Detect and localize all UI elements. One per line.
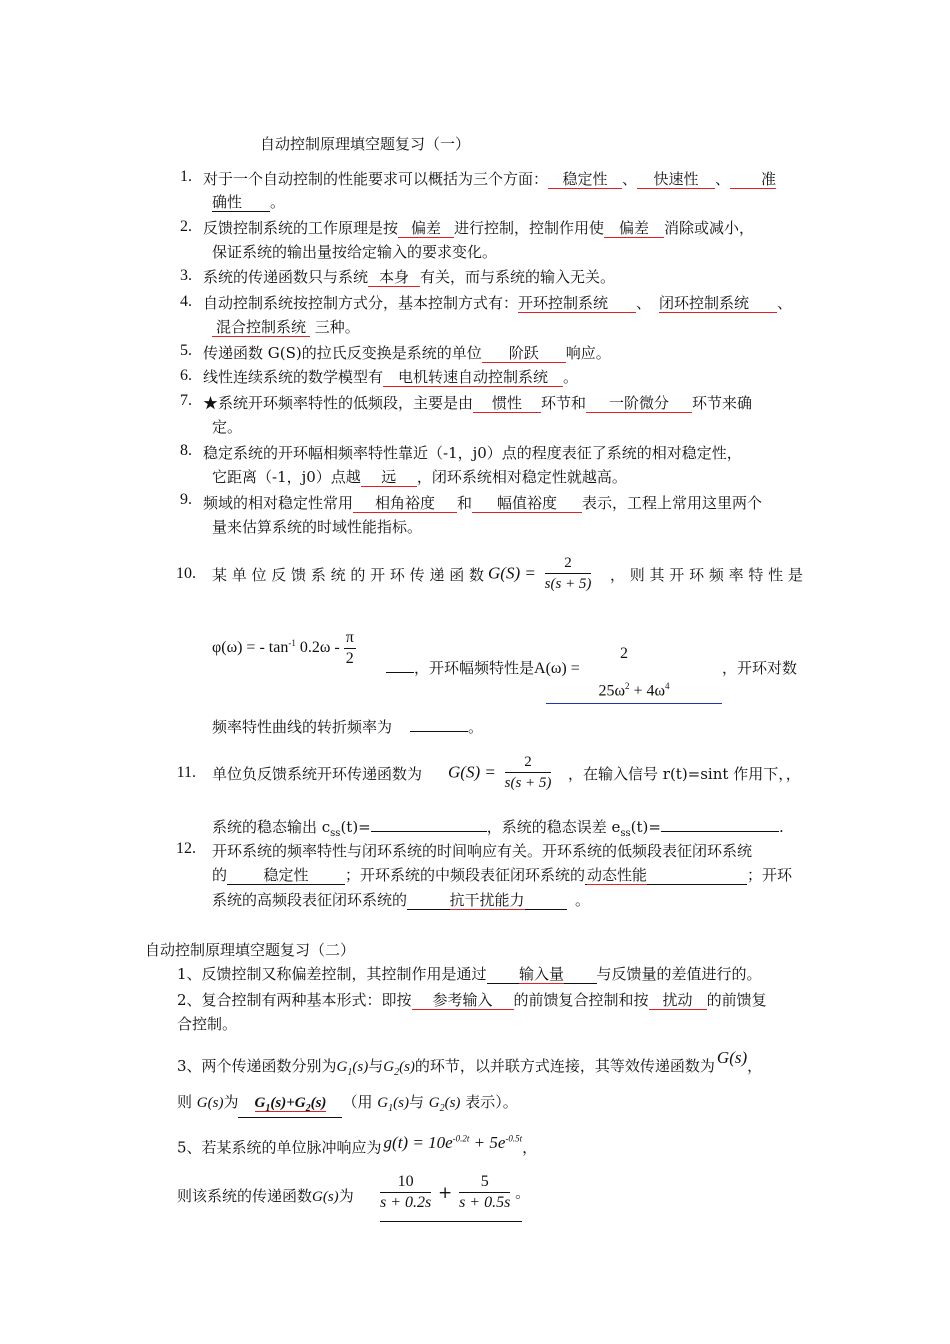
question-11-line-2 [212,817,784,844]
formula-part: φ(ω) = - tan [212,639,289,657]
question-text: 与 [368,1057,384,1075]
answer-part: (s)+G [270,1095,306,1111]
question-text: 系统的高频段表征闭环系统的 [212,891,408,909]
answer-text: 抗干扰能力 [449,891,525,909]
question-text: 3、两个传递函数分别为 [177,1057,337,1075]
question-number: 1. [180,168,192,185]
question-1-line-1 [203,169,776,189]
question-text: 系统的稳态输出 c [212,818,331,836]
denominator [546,676,722,701]
question-text: 消除或减小， [664,219,755,237]
answer-blank: 闭环控制系统 [659,295,777,313]
question-text: 为 [338,1187,354,1205]
question-10-line-3 [212,717,483,737]
subscript: 2 [305,1103,311,1114]
answer-text [255,1095,327,1112]
denominator: s(s + 5) [504,775,552,791]
question-text: 5、若某系统的单位脉冲响应为 [177,1138,382,1157]
denominator: s + 0.2s [380,1194,432,1211]
question-text: (t)= [630,818,661,836]
question-text: 与 [408,1093,424,1111]
answer-blank [407,892,567,910]
answer-blank [585,867,747,885]
answer-blank: 阶跃 [482,345,566,363]
question-text: 频域的相对稳定性常用 [203,494,354,512]
question-5 [203,343,611,363]
denominator: 2 [345,650,354,667]
plus-sign: + [438,1182,453,1203]
formula: G [428,1095,440,1111]
question-text: (t)= [340,818,371,836]
question-10-text-4: ，开环对数 [722,659,798,677]
punctuation: ， [747,1057,763,1075]
formula: G(s) [312,1189,339,1205]
question-text: ；开环系统的中频段表征闭环系统的 [345,866,586,884]
question-text: 与反馈量的差值进行的。 [596,965,762,983]
subscript: 1 [265,1103,271,1114]
question-text: 频率特性曲线的转折频率为 [212,718,393,736]
question-text: 表示）。 [465,1093,518,1111]
formula: (s) [399,1059,415,1075]
subscript: 1 [388,1103,394,1114]
answer-blank [410,731,468,732]
fraction [505,752,552,793]
answer-text: 输入量 [519,965,565,983]
formula: G [336,1059,348,1075]
question-text: 环节来确 [692,394,753,412]
formula: G(s) [196,1095,224,1111]
question-text: 对于一个自动控制的性能要求可以概括为三个方面： [203,170,549,188]
answer-blank: 偏差 [604,220,664,238]
subscript: ss [330,828,341,839]
question-text: 2、复合控制有两种基本形式：即按 [177,991,412,1009]
fraction [459,1172,510,1213]
part2-question-5-line-2 [177,1186,354,1207]
question-number: 9. [180,491,192,508]
question-text: ★系统开环频率特性的低频段，主要是由 [203,394,474,412]
fraction [545,553,592,594]
answer-blank [238,1095,342,1118]
punctuation: 。 [563,368,579,386]
question-12-line-1: 开环系统的频率特性与闭环系统的时间响应有关。开环系统的低频段表征闭环系统 [212,842,753,860]
formula-lhs: A(ω) = [534,660,580,677]
section-title-2: 自动控制原理填空题复习（二） [145,941,356,959]
punctuation: ， [522,1138,538,1157]
superscript: -1 [288,637,296,648]
question-text: ，闭环系统相对稳定性就越高。 [416,468,627,486]
answer-part: G [254,1095,266,1111]
denominator: s(s + 5) [544,576,592,592]
subscript: ss [620,828,631,839]
question-text: 为 [223,1093,239,1111]
part2-question-3-line-1 [177,1048,763,1083]
separator: 、 [777,294,793,312]
separator: 、 [636,294,652,312]
answer-blank: 一阶微分 [586,395,692,413]
phase-formula [212,628,356,669]
superscript: 2 [624,681,630,691]
question-number: 6. [180,367,192,384]
question-text: 反馈控制系统的工作原理是按 [203,219,399,237]
question-6 [203,367,578,387]
blue-underline [546,703,722,704]
question-11-text-1: 单位负反馈系统开环传递函数为 [212,765,423,783]
formula-part: 0.2ω - [299,639,340,657]
question-number: 12. [176,840,196,857]
question-8-line-1: 稳定系统的开环幅相频率特性靠近（-1，j0）点的程度表征了系统的相对稳定性， [203,444,742,462]
numerator: 5 [459,1172,510,1193]
question-10-text-1: 某 单 位 反 馈 系 统 的 开 环 传 递 函 数 [212,566,484,584]
numerator: 2 [545,553,592,574]
punctuation: 。 [468,718,484,736]
question-11-text-2: ，在输入信号 r(t)=sint 作用下，， [568,765,801,783]
question-text: 则该系统的传递函数 [177,1187,313,1205]
answer-blank [661,831,779,832]
separator: 、 [622,170,638,188]
question-text: 则 [177,1093,193,1111]
answer-underline [380,1221,522,1222]
answer-blank: 电机转速自动控制系统 [383,369,563,387]
punctuation: 。 [515,1183,531,1202]
question-text: 的前馈复 [706,991,767,1009]
answer-blank: 确性 [212,194,270,212]
answer-blank: 远 [361,469,417,487]
denom-part: 25ω [598,682,625,700]
answer-blank: 准 [730,171,776,189]
question-10-text-2: ， 则 其 开 环 频 率 特 性 是 [610,566,803,584]
numerator: 10 [380,1172,431,1193]
transfer-function-formula [448,752,551,793]
denominator: s + 0.5s [459,1194,511,1211]
question-12-line-3 [212,890,590,910]
subscript: 1 [347,1067,353,1078]
transfer-function-formula [488,553,591,594]
formula: (s) [352,1059,369,1075]
question-text: （用 [342,1093,373,1111]
answer-text: 动态性能 [587,866,648,884]
answer-blank: 参考输入 [412,992,514,1010]
superscript: 4 [665,681,670,691]
formula-part: + 5e [469,1132,506,1152]
question-text: 进行控制，控制作用使 [454,219,605,237]
question-number: 7. [180,392,192,409]
question-text: 的 [212,866,228,884]
formula: G [383,1059,395,1075]
question-text: 表示，工程上常用这里两个 [582,494,763,512]
question-text: 和 [457,494,473,512]
answer-part: (s) [310,1095,327,1111]
formula: (s) [393,1095,409,1111]
subscript: 2 [439,1103,445,1114]
question-number: 4. [180,293,192,310]
amplitude-numerator: 2 [620,645,628,662]
answer-blank: 相角裕度 [353,495,457,513]
formula: (s) [444,1095,461,1111]
question-number: 8. [180,442,192,459]
superscript: -0.5t [505,1133,523,1143]
question-text: ；开环 [747,866,793,884]
question-2-line-2: 保证系统的输出量按给定输入的要求变化。 [212,243,498,261]
answer-blank [386,672,414,673]
answer-blank: 偏差 [398,220,454,238]
part2-question-5-line-1 [177,1133,537,1158]
question-9-line-1 [203,493,762,513]
formula: G(s) [716,1048,748,1067]
answer-blank: 惯性 [473,395,541,413]
question-text: 1、反馈控制又称偏差控制，其控制作用是通过 [177,965,487,983]
question-7-line-2: 定。 [212,418,243,436]
separator: 、 [715,170,731,188]
question-8-line-2 [212,467,627,487]
answer-blank: 扰动 [649,992,707,1010]
question-text: 有关，而与系统的输入无关。 [420,268,616,286]
question-number: 10. [176,565,196,582]
part2-question-2-line-1 [177,990,767,1010]
answer-blank: 开环控制系统 [518,295,636,313]
answer-blank [487,966,597,984]
question-text: 环节和 [541,394,587,412]
answer-blank: 混合控制系统 [212,319,310,337]
part2-question-1 [177,964,762,984]
punctuation: 。 [270,193,286,211]
question-text: ，系统的稳态误差 e [486,818,621,836]
denom-part: + 4ω [629,682,666,700]
question-number: 2. [180,218,192,235]
answer-blank: 稳定性 [227,867,345,885]
question-text: 自动控制系统按控制方式分，基本控制方式有： [203,294,519,312]
transfer-function-answer [380,1172,530,1213]
question-4-line-2 [212,317,360,337]
question-number: 3. [180,267,192,284]
amplitude-denominator [546,676,722,704]
question-text: 三种。 [314,318,360,336]
section-title-1: 自动控制原理填空题复习（一） [260,135,471,153]
punctuation: 。 [575,891,591,909]
question-text: 系统的传递函数只与系统 [203,268,369,286]
answer-blank [371,831,487,832]
question-number: 5. [180,342,192,359]
question-text: ，开环幅频特性是 [414,659,535,677]
fraction [344,628,356,669]
question-text: 它距离（-1，j0）点越 [212,468,361,486]
question-text: 的前馈复合控制和按 [513,991,649,1009]
answer-blank: 幅值裕度 [472,495,582,513]
question-2-line-1 [203,218,754,238]
fraction [380,1172,431,1213]
question-text: 响应。 [565,344,611,362]
answer-blank: 快速性 [637,171,715,189]
question-7-line-1 [203,393,752,413]
question-9-line-2: 量来估算系统的时域性能指标。 [212,518,423,536]
impulse-formula [384,1133,523,1152]
answer-blank: 稳定性 [548,171,622,189]
question-3 [203,267,615,287]
question-1-line-2 [212,192,285,212]
question-4-line-1 [203,293,792,313]
superscript: -0.2t [452,1133,470,1143]
subscript: 2 [394,1067,400,1078]
answer-blank: 本身 [368,269,420,287]
formula: G [377,1095,389,1111]
part2-question-2-line-2: 合控制。 [177,1015,238,1033]
question-text: 的环节，以并联方式连接，其等效传递函数为 [414,1057,715,1075]
numerator: 2 [505,752,552,773]
formula-lhs: G(S) = [488,563,536,583]
question-number: 11. [176,764,196,781]
question-text: 传递函数 G(S)的拉氏反变换是系统的单位 [203,344,482,362]
part2-question-3-line-2 [177,1092,518,1119]
punctuation: . [778,818,784,836]
formula-lhs: G(S) = [448,762,496,782]
formula-part: g(t) = 10e [383,1132,453,1152]
question-12-line-2 [212,865,792,885]
numerator: π [344,628,356,649]
question-text: 线性连续系统的数学模型有 [203,368,384,386]
